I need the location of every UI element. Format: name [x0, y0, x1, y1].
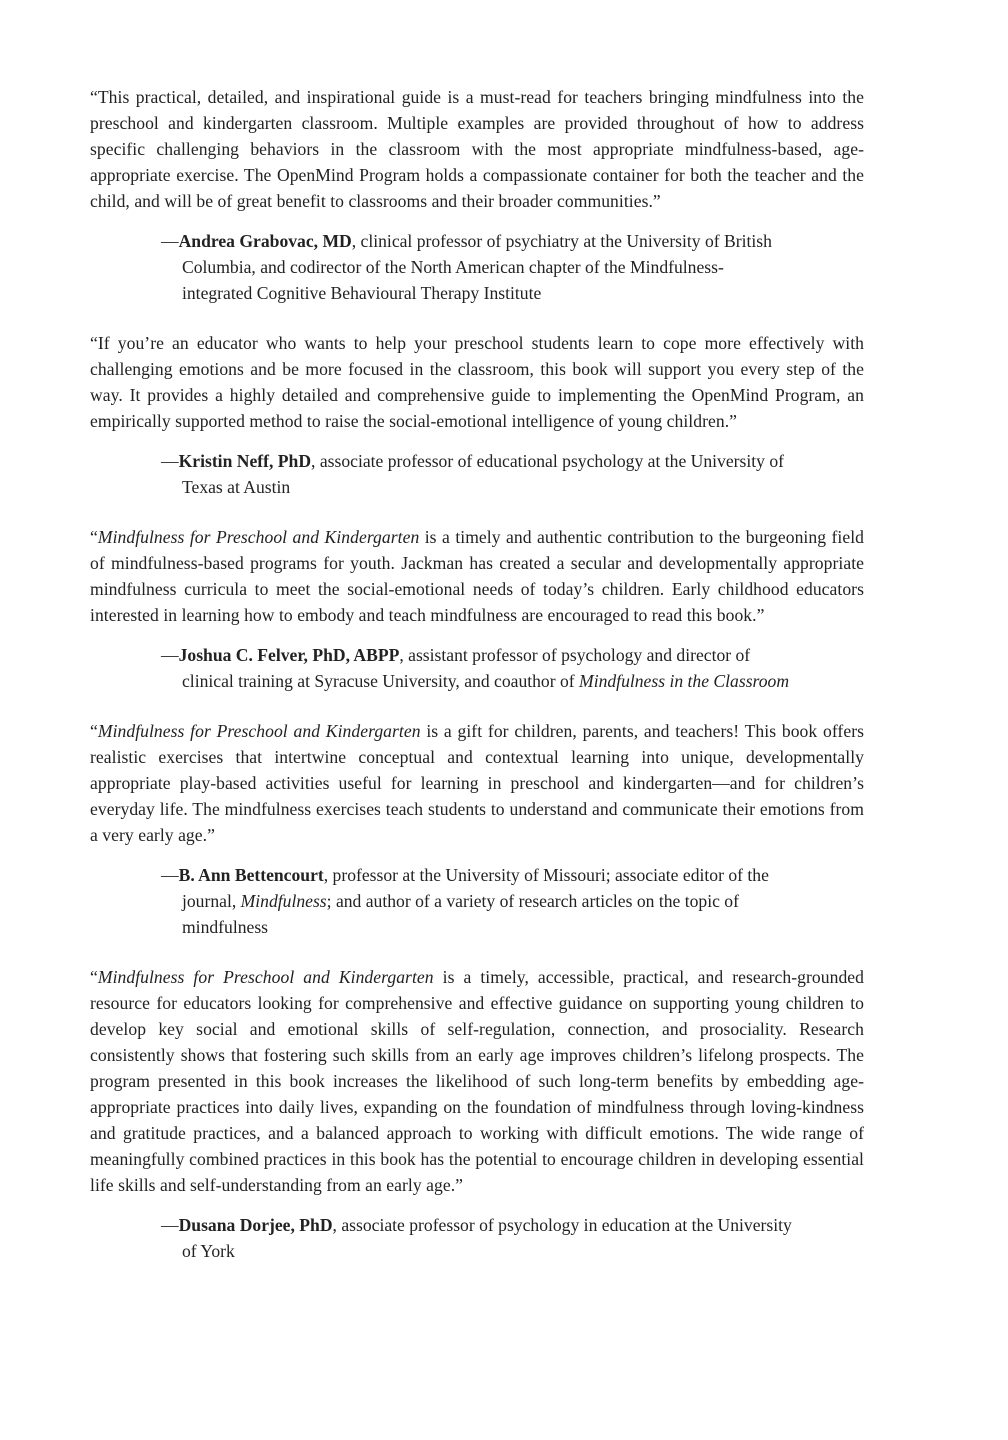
- endorser-name: Andrea Grabovac: [178, 231, 314, 251]
- blurb-quote: [90, 964, 864, 1198]
- endorser-name: Joshua C. Felver, PhD, ABPP: [178, 645, 400, 665]
- endorser-credentials: ,: [323, 865, 329, 885]
- endorser-role: associate professor of psychology in education at the University of York: [182, 1215, 792, 1261]
- attribution-dash: —: [161, 645, 179, 665]
- endorser-role: assistant professor of psychology and director of clinical training at Syracuse University, and coauthor of: [182, 645, 751, 691]
- praise-blurb: [90, 964, 864, 1264]
- quote-text: is a timely and authentic contribution to the burgeoning field of mindfulness-based programs for youth. Jackman has created a secular and developmentally appropriate mindfulness curricula to meet the social-emotional needs of today’s children. Early childhood educators interested in learning how to embody and teach mindfulness are encouraged to read this book.”: [90, 527, 864, 625]
- praise-page: [90, 84, 864, 1288]
- quote-text: “If you’re an educator who wants to help your preschool students learn to cope more effectively with challenging emotions and be more focused in the classroom, this book will support you every step of the way. It provides a highly detailed and comprehensive guide to implementing the OpenMind Program, an empirically supported method to raise the social-emotional intelligence of young children.”: [90, 333, 864, 431]
- praise-blurb: [90, 330, 864, 500]
- quote-open-mark: “: [90, 527, 98, 547]
- book-title: Mindfulness for Preschool and Kindergarten: [97, 527, 420, 547]
- praise-blurb: [90, 524, 864, 694]
- endorser-name: Dusana Dorjee, PhD: [178, 1215, 333, 1235]
- blurb-attribution: [161, 862, 792, 940]
- endorser-role: , clinical professor of psychiatry at the University of British Columbia, and codirector of the North American chapter of the Mindfulness-integrated Cognitive Behavioural Therapy Institute: [182, 231, 772, 303]
- endorser-role: associate professor of educational psychology at the University of Texas at Austin: [182, 451, 784, 497]
- attribution-dash: —: [161, 1215, 179, 1235]
- blurb-quote: [90, 84, 864, 214]
- quote-text: is a gift for children, parents, and teachers! This book offers realistic exercises that intertwine conceptual and contextual learning into unique, developmentally appropriate play-based activities useful for learning in preschool and kindergarten—and for children’s everyday life. The mindfulness exercises teach students to understand and communicate their emotions from a very early age.”: [90, 721, 864, 845]
- blurb-attribution: [161, 1212, 792, 1264]
- attribution-dash: —: [161, 451, 179, 471]
- quote-text: “This practical, detailed, and inspirational guide is a must-read for teachers bringing mindfulness into the preschool and kindergarten classroom. Multiple examples are provided throughout of how to address specific challenging behaviors in the classroom with the most appropriate mindfulness-based, age-appropriate exercise. The OpenMind Program holds a compassionate container for both the teacher and the child, and will be of great benefit to classrooms and their broader communities.”: [90, 87, 864, 211]
- endorser-book-title: Mindfulness in the Classroom: [579, 671, 790, 691]
- attribution-dash: —: [161, 865, 179, 885]
- blurb-attribution: [161, 448, 792, 500]
- book-title: Mindfulness for Preschool and Kindergarten: [97, 721, 421, 741]
- endorser-name: Kristin Neff, PhD: [178, 451, 312, 471]
- endorser-role-continued: ; and author of a variety of research articles on the topic of mindfulness: [182, 891, 739, 937]
- quote-open-mark: “: [90, 721, 98, 741]
- endorser-credentials: , MD: [313, 231, 352, 251]
- blurb-quote: [90, 330, 864, 434]
- quote-text: is a timely, accessible, practical, and research-grounded resource for educators looking for comprehensive and effective guidance on supporting young children to develop key social and emotional skills of self-regulation, connection, and prosociality. Research consistently shows that fostering such skills from an early age improves children’s lifelong prospects. The program presented in this book increases the likelihood of such long-term benefits by embedding age-appropriate practices into daily lives, expanding on the foundation of mindfulness through loving-kindness and gratitude practices, and a balanced approach to working with difficult emotions. The wide range of meaningfully combined practices in this book has the potential to encourage children in developing essential life skills and self-understanding from an early age.”: [90, 967, 865, 1195]
- endorser-credentials: ,: [311, 451, 316, 471]
- book-title: Mindfulness for Preschool and Kindergarten: [97, 967, 434, 987]
- blurb-attribution: [161, 642, 792, 694]
- endorser-credentials: ,: [332, 1215, 337, 1235]
- journal-title: Mindfulness: [240, 891, 327, 911]
- blurb-quote: [90, 718, 864, 848]
- blurb-attribution: [161, 228, 792, 306]
- praise-blurb: [90, 718, 864, 940]
- endorser-role: professor at the University of Missouri; associate editor of the journal,: [182, 865, 769, 911]
- endorser-credentials: ,: [399, 645, 404, 665]
- blurb-quote: [90, 524, 864, 628]
- praise-blurb: [90, 84, 864, 306]
- attribution-dash: —: [161, 231, 179, 251]
- quote-open-mark: “: [90, 967, 98, 987]
- endorser-name: B. Ann Bettencourt: [178, 865, 324, 885]
